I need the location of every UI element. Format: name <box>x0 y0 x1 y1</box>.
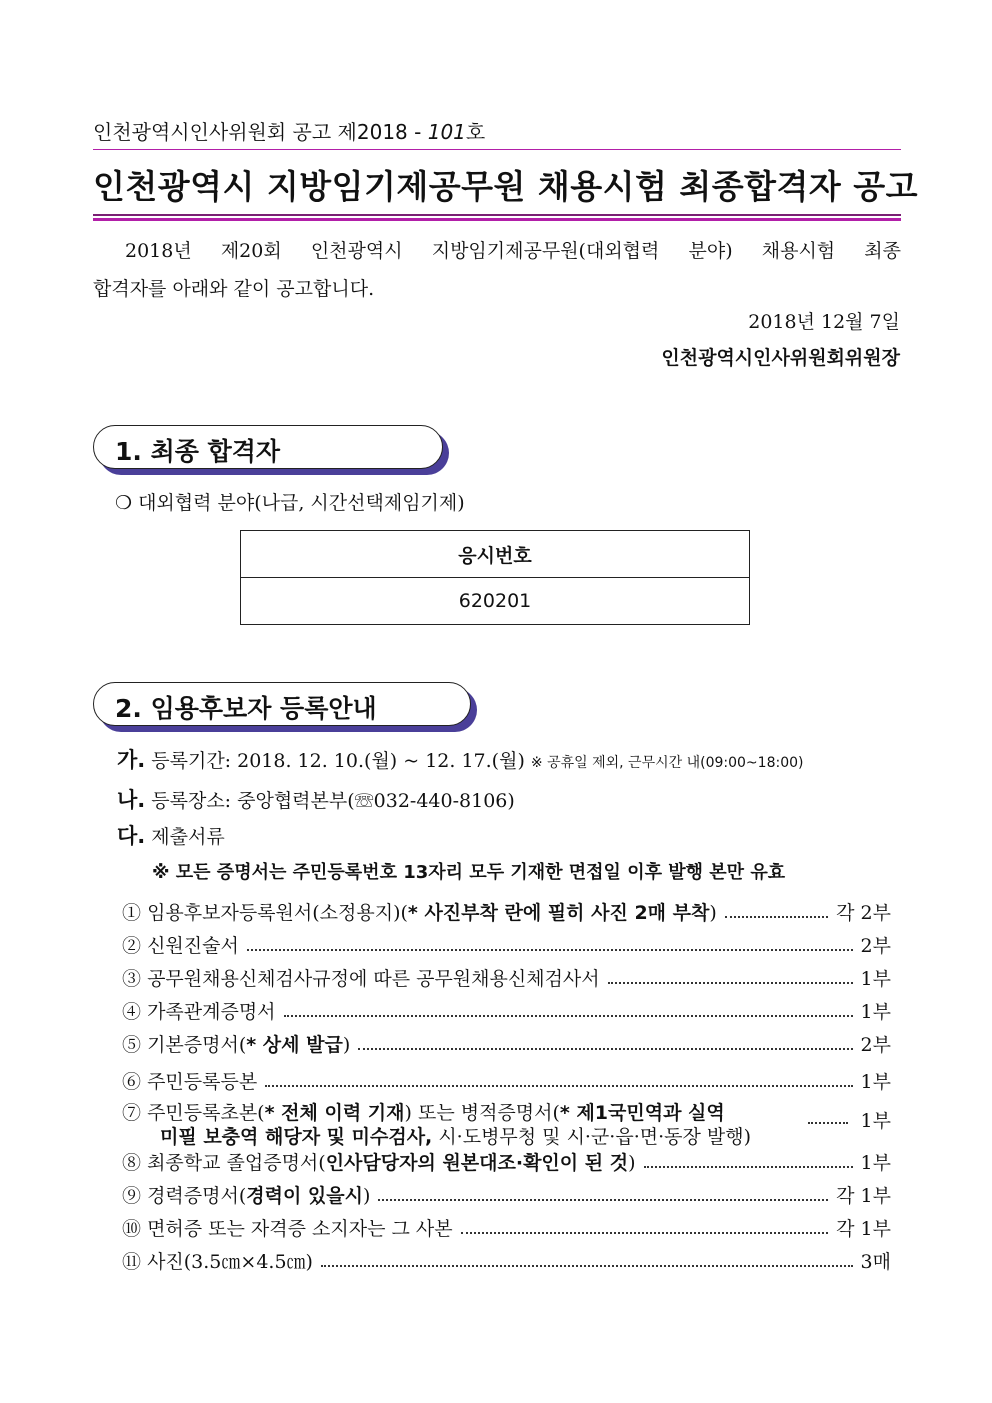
document-item: ⑪ 사진(3.5㎝×4.5㎝) 3매 <box>122 1251 891 1273</box>
notice-number: 인천광역시인사위원회 공고 제2018 - 101호 <box>93 120 486 144</box>
title-top-rule <box>93 149 901 150</box>
title-bottom-rule-thick <box>93 218 901 221</box>
document-item: ⑧ 최종학교 졸업증명서(인사담당자의 원본대조·확인이 된 것) 1부 <box>122 1152 891 1174</box>
section-1-field: ❍ 대외협력 분야(나급, 시간선택제임기제) <box>115 492 465 514</box>
section-1-heading-label: 1. 최종 합격자 <box>115 437 281 466</box>
document-item: ⑩ 면허증 또는 자격증 소지자는 그 사본 각 1부 <box>122 1218 891 1240</box>
document-item: ② 신원진술서 2부 <box>122 935 891 957</box>
documents-warning: ※ 모든 증명서는 주민등록번호 13자리 모두 기재한 면접일 이후 발행 본만 유효 <box>152 862 786 883</box>
section-1-heading <box>93 425 443 469</box>
intro-line-1: 2018년 제20회 인천광역시 지방임기제공무원(대외협력 분야) 채용시험 최종 <box>125 240 901 262</box>
page-title: 인천광역시 지방임기제공무원 채용시험 최종합격자 공고 <box>93 167 919 206</box>
registration-period: 가. 등록기간: 2018. 12. 10.(월) ~ 12. 17.(월) ※ 공휴일 제외, 근무시간 내(09:00~18:00) <box>117 748 804 772</box>
section-2-heading-label: 2. 임용후보자 등록안내 <box>115 694 377 723</box>
intro-line-2: 합격자를 아래와 같이 공고합니다. <box>93 278 375 300</box>
passer-table <box>240 530 750 625</box>
passer-table-cell: 620201 <box>241 578 750 625</box>
document-item: ③ 공무원채용신체검사규정에 따른 공무원채용신체검사서 1부 <box>122 968 891 990</box>
passer-table-header: 응시번호 <box>241 531 750 578</box>
required-documents-heading: 다. 제출서류 <box>117 824 225 848</box>
notice-date: 2018년 12월 7일 <box>748 311 900 333</box>
document-item: ④ 가족관계증명서 1부 <box>122 1001 891 1023</box>
document-item: ① 임용후보자등록원서(소정용지)(* 사진부착 란에 필히 사진 2매 부착) 각 2부 <box>122 902 891 924</box>
document-item: ⑤ 기본증명서(* 상세 발급) 2부 <box>122 1034 891 1056</box>
signer: 인천광역시인사위원회위원장 <box>661 347 900 369</box>
document-item: ⑨ 경력증명서(경력이 있을시) 각 1부 <box>122 1185 891 1207</box>
registration-place: 나. 등록장소: 중앙협력본부(☏032-440-8106) <box>117 788 515 812</box>
title-bottom-rule <box>93 214 901 216</box>
section-2-heading <box>93 682 471 726</box>
document-item-7: ⑦ 주민등록초본(* 전체 이력 기재) 또는 병적증명서(* 제1국민역과 실역 미필 보충역 해당자 및 미수검사, 시·도병무청 및 시·군·읍·면·동장 발행) 1부 <box>122 1102 891 1148</box>
document-item: ⑥ 주민등록등본 1부 <box>122 1071 891 1093</box>
